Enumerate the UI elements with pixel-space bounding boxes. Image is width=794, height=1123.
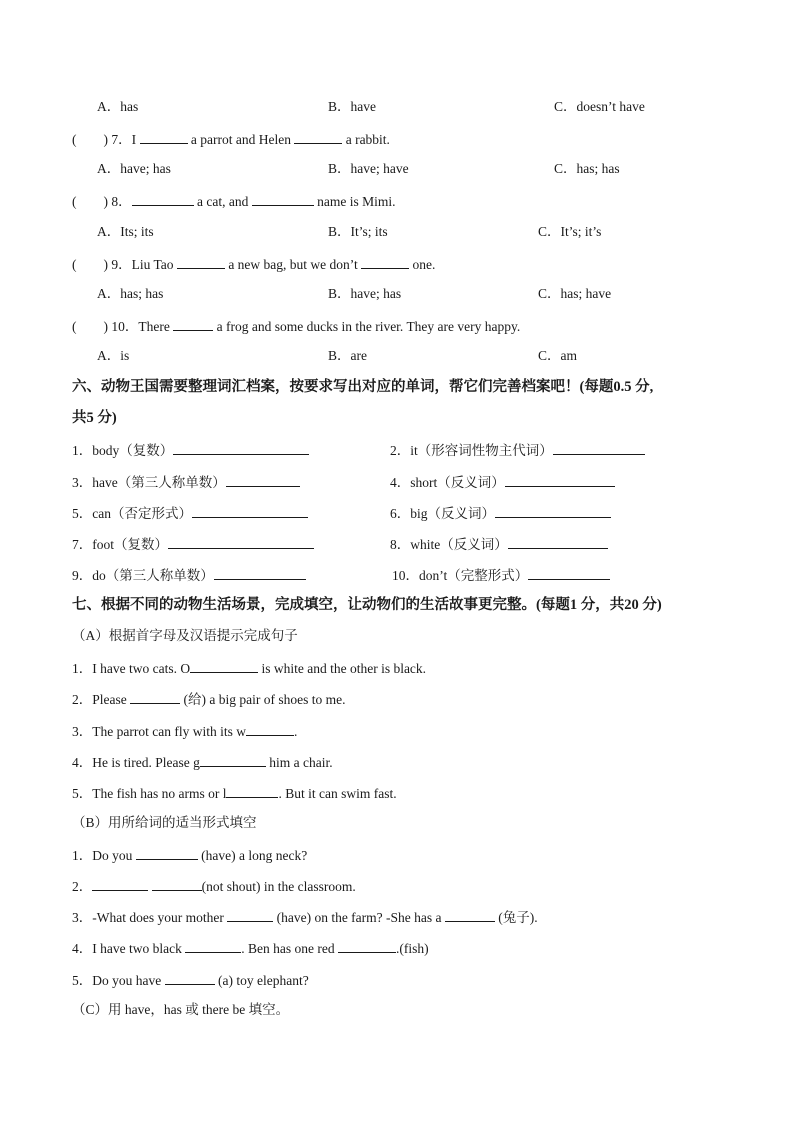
s7-b-5-text-2: (a) toy elephant?	[217, 973, 309, 988]
s6-item-10-blank[interactable]	[528, 565, 610, 580]
q9-option-a: A．has; has	[97, 286, 164, 301]
q7-text-2: a parrot and Helen	[190, 132, 291, 147]
q7-blank-2[interactable]	[294, 129, 342, 144]
section7-title: 七、根据不同的动物生活场景，完成填空，让动物们的生活故事更完整。(每题1 分，共20 分)	[72, 597, 662, 613]
s6-item-8-blank[interactable]	[508, 534, 608, 549]
q9-number: ( ) 9．	[72, 257, 132, 272]
q10-text-1: There	[138, 319, 170, 334]
s6-item-8-label: 8．white（反义词）	[390, 537, 508, 552]
q7-option-b: B．have; have	[328, 161, 409, 176]
s7-b-4-text-1: 4．I have two black	[72, 941, 182, 956]
s7-a-item-5	[72, 783, 397, 803]
q10-text-2: a frog and some ducks in the river. They are very happy.	[216, 319, 521, 334]
s6-item-8	[390, 534, 608, 554]
s7-b-item-2	[72, 876, 356, 896]
s7-b-4-text-2: . Ben has one red	[241, 941, 335, 956]
s6-item-7	[72, 534, 314, 554]
q9-text-2: a new bag, but we don’t	[228, 257, 358, 272]
q9-blank-2[interactable]	[361, 254, 409, 269]
s7-a-item-1	[72, 658, 426, 678]
q7-number: ( ) 7．	[72, 132, 132, 147]
q10-blank[interactable]	[173, 316, 213, 331]
s7-b-3-text-3: (兔子).	[498, 910, 538, 925]
s7-a-item-3	[72, 721, 297, 741]
q7-question	[72, 129, 390, 149]
s7-a-2-text-1: 2．Please	[72, 692, 127, 707]
s7-a-1-text-1: 1．I have two cats. O	[72, 661, 191, 676]
s6-item-6-label: 6．big（反义词）	[390, 506, 496, 521]
q6-option-b: B．have	[328, 99, 376, 114]
q9-text-3: one.	[412, 257, 436, 272]
q8-text-2: name is Mimi.	[317, 194, 396, 209]
s6-item-6	[390, 503, 611, 523]
s7-b-3-text-1: 3．-What does your mother	[72, 910, 224, 925]
section6-title-line2: 共5 分)	[72, 410, 117, 426]
s7-a-item-4	[72, 752, 333, 772]
s6-item-1-blank[interactable]	[173, 440, 309, 455]
q10-option-c: C．am	[538, 348, 577, 363]
q10-question	[72, 316, 520, 336]
q8-option-a: A．Its; its	[97, 224, 154, 239]
s7-b-2-blank-1[interactable]	[92, 876, 148, 891]
s7-a-3-text-1: 3．The parrot can fly with its w	[72, 724, 246, 739]
s6-item-2-label: 2．it（形容词性物主代词）	[390, 443, 553, 458]
s7-a-1-blank[interactable]	[190, 658, 258, 673]
s6-item-5-label: 5．can（否定形式）	[72, 506, 192, 521]
s7-a-1-text-2: is white and the other is black.	[261, 661, 427, 676]
q7-text-1: I	[131, 132, 137, 147]
s7-a-4-text-1: 4．He is tired. Please g	[72, 755, 200, 770]
q6-option-a: A．has	[97, 99, 139, 114]
s7-a-item-2	[72, 689, 345, 709]
s6-item-9	[72, 565, 306, 585]
q8-blank-1[interactable]	[132, 191, 194, 206]
s7-b-2-blank-2[interactable]	[152, 876, 202, 891]
s6-item-2-blank[interactable]	[553, 440, 645, 455]
s7-partA-heading: （A）根据首字母及汉语提示完成句子	[72, 628, 298, 643]
s7-b-1-text-1: 1．Do you	[72, 848, 133, 863]
s7-b-4-blank-2[interactable]	[338, 938, 396, 953]
s7-a-5-text-1: 5．The fish has no arms or l	[72, 786, 227, 801]
q10-number: ( ) 10．	[72, 319, 139, 334]
q9-blank-1[interactable]	[177, 254, 225, 269]
s7-a-5-text-2: . But it can swim fast.	[278, 786, 397, 801]
s7-a-2-text-2: (给) a big pair of shoes to me.	[183, 692, 346, 707]
s6-item-4	[390, 472, 615, 492]
s6-item-3	[72, 472, 300, 492]
s6-item-4-label: 4．short（反义词）	[390, 475, 505, 490]
s7-a-5-blank[interactable]	[226, 783, 278, 798]
q8-text-1: a cat, and	[197, 194, 249, 209]
s6-item-5	[72, 503, 308, 523]
q10-option-a: A．is	[97, 348, 130, 363]
q9-option-c: C．has; have	[538, 286, 612, 301]
s6-item-1	[72, 440, 309, 460]
q7-blank-1[interactable]	[140, 129, 188, 144]
s6-item-9-label: 9．do（第三人称单数）	[72, 568, 214, 583]
s7-b-4-blank-1[interactable]	[185, 938, 241, 953]
q8-option-c: C．It’s; it’s	[538, 224, 602, 239]
s7-b-item-5	[72, 970, 309, 990]
s7-b-1-blank[interactable]	[136, 845, 198, 860]
q9-question	[72, 254, 435, 274]
s7-partB-heading: （B）用所给词的适当形式填空	[72, 815, 257, 830]
q7-option-c: C．has; has	[554, 161, 620, 176]
s7-b-2-text-2: (not shout) in the classroom.	[201, 879, 356, 894]
s7-b-4-text-3: .(fish)	[395, 941, 429, 956]
s6-item-5-blank[interactable]	[192, 503, 308, 518]
section6-title-line1: 六、动物王国需要整理词汇档案，按要求写出对应的单词，帮它们完善档案吧！(每题0.5 分,	[72, 379, 654, 395]
q9-option-b: B．have; has	[328, 286, 402, 301]
s7-b-1-text-2: (have) a long neck?	[201, 848, 308, 863]
s6-item-6-blank[interactable]	[495, 503, 611, 518]
q7-text-3: a rabbit.	[345, 132, 390, 147]
q8-number: ( ) 8．	[72, 194, 132, 209]
s6-item-2	[390, 440, 645, 460]
q9-text-1: Liu Tao	[131, 257, 174, 272]
s6-item-10	[392, 565, 610, 585]
s7-b-item-3	[72, 907, 538, 927]
s7-b-3-blank-2[interactable]	[445, 907, 495, 922]
q10-option-b: B．are	[328, 348, 367, 363]
s6-item-9-blank[interactable]	[214, 565, 306, 580]
q8-option-b: B．It’s; its	[328, 224, 388, 239]
s7-a-3-blank[interactable]	[246, 721, 294, 736]
s7-b-5-blank[interactable]	[165, 970, 215, 985]
s6-item-7-blank[interactable]	[168, 534, 314, 549]
s7-b-3-blank-1[interactable]	[227, 907, 273, 922]
s7-partC-heading: （C）用 have，has 或 there be 填空。	[72, 1002, 290, 1017]
s7-b-5-text-1: 5．Do you have	[72, 973, 162, 988]
s6-item-7-label: 7．foot（复数）	[72, 537, 168, 552]
q8-blank-2[interactable]	[252, 191, 314, 206]
s6-item-1-label: 1．body（复数）	[72, 443, 174, 458]
s7-b-item-4	[72, 938, 429, 958]
s6-item-3-blank[interactable]	[226, 472, 300, 487]
s7-a-4-blank[interactable]	[200, 752, 266, 767]
q7-option-a: A．have; has	[97, 161, 171, 176]
s7-b-2-text-1: 2．	[72, 879, 93, 894]
s7-a-2-blank[interactable]	[130, 689, 180, 704]
s7-a-4-text-2: him a chair.	[269, 755, 333, 770]
s7-b-item-1	[72, 845, 307, 865]
q6-option-c: C．doesn’t have	[554, 99, 645, 114]
s6-item-10-label: 10．don’t（完整形式）	[392, 568, 529, 583]
s6-item-4-blank[interactable]	[505, 472, 615, 487]
s7-a-3-text-2: .	[293, 724, 298, 739]
s7-b-3-text-2: (have) on the farm? -She has a	[276, 910, 442, 925]
s6-item-3-label: 3．have（第三人称单数）	[72, 475, 226, 490]
q8-question	[72, 191, 395, 211]
